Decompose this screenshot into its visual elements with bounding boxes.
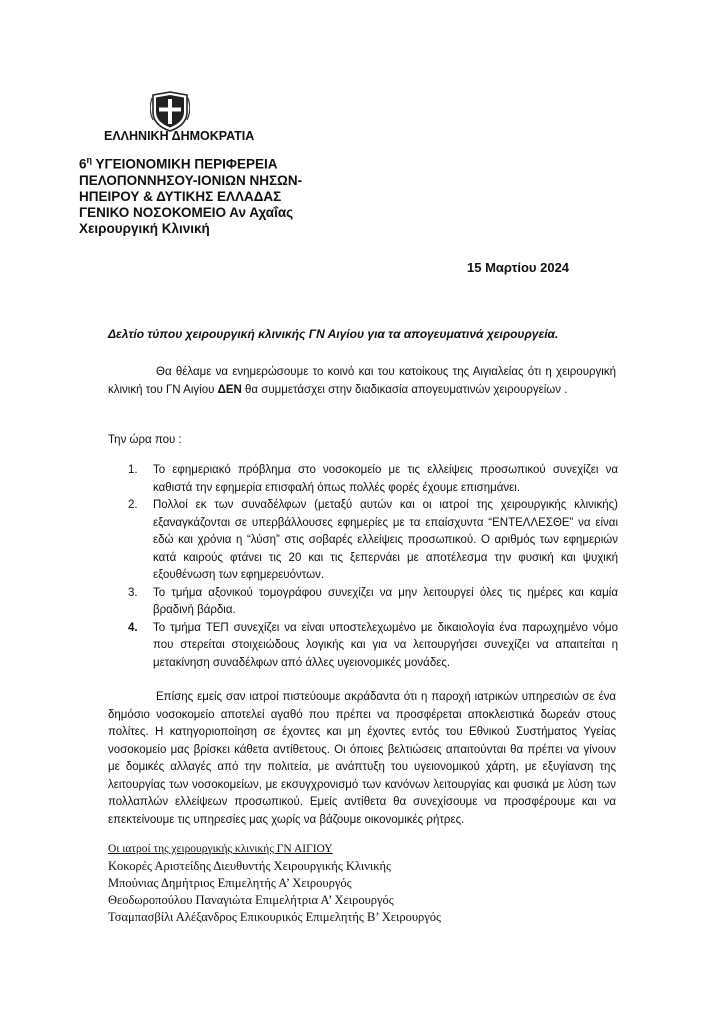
issues-list [128,462,618,672]
list-item: 2. Πολλοί εκ των συναδέλφων (μεταξύ αυτών και οι ιατροί της χειρουργικής κλινικής) εξαναγκάζονται σε υπερβάλλουσες εφημερίες με τα επαίσχυντα “ΕΝΤΕΛΛΕΣΘΕ” να είναι εδώ και χρόνια η “λύση” στις σοβαρές ελλείψεις προσωπικού. Ο αριθμός των εφημεριών κατά καιρούς φτάνει τις 20 και τις ξεπερνάει με αποτέλεσμα την φυσική και ψυχική εξουθένωση των εφημερευόντων. [128,499,618,581]
signatory-name: Κοκορές Αριστείδης Διευθυντής Χειρουργικής Κλινικής [108,859,391,873]
signatories-heading: Οι ιατροί της χειρουργικής κλινικής ΓΝ ΑΙΓΙΟΥ [108,843,333,855]
signatory-name: Τσαμπασβίλι Αλέξανδρος Επικουρικός Επιμελητής Β’ Χειρουργός [108,910,441,924]
signatories [108,841,441,926]
lead-text: Την ώρα που : [108,434,182,446]
letterhead-line: ΠΕΛΟΠΟΝΝΗΣΟΥ-ΙΟΝΙΩΝ ΝΗΣΩΝ- [79,172,303,188]
intro-paragraph: Θα θέλαμε να ενημερώσουμε το κοινό και του κατοίκους της Αιγιαλείας ότι η χειρουργική κλινική του ΓΝ Αιγίου ΔΕΝ θα συμμετάσχει στην διαδικασία απογευματινών χειρουργείων . [108,366,616,396]
health-region-line: $6^\eta$ ΥΓΕΙΟΝΟΜΙΚΗ ΠΕΡΙΦΕΡΕΙΑ [79,155,278,172]
list-item: 1. Το εφημεριακό πρόβλημα στο νοσοκομείο με τις ελλείψεις προσωπικού συνεχίζει να καθιστά την εφημερία επισφαλή όπως πολλές φορές έχουμε επισημάνει. [128,464,618,494]
document-date: 15 Μαρτίου 2024 [467,260,570,275]
letterhead-line: ΓΕΝΙΚΟ ΝΟΣΟΚΟΜΕΙΟ Αν Αχαΐας [79,204,294,220]
letterhead-line: Χειρουργική Κλινική [79,220,210,236]
country-name: ΕΛΛΗΝΙΚΗ ΔΗΜΟΚΡΑΤΙΑ [104,129,255,143]
list-item: 4. Το τμήμα ΤΕΠ συνεχίζει να είναι υποστελεχωμένο με δικαιολογία ένα παρωχημένο νόμο που στερείται στοιχειώδους λογικής και για να λειτουργήσει συνεχίζει να απαιτείται η μετακίνηση συναδέλφων από άλλες υγειονομικές μονάδες. [128,621,618,669]
list-item: 3. Το τμήμα αξονικού τομογράφου συνεχίζει να μην λειτουργεί όλες τις ημέρες και καμία βραδινή βάρδια. [128,586,618,616]
letterhead-line: ΗΠΕΙΡΟΥ & ΔΥΤΙΚΗΣ ΕΛΛΑΔΑΣ [79,188,282,204]
greek-coat-of-arms-icon [150,90,190,132]
signatory-name: Μπούνιας Δημήτριος Επιμελητής Α’ Χειρουργός [108,876,352,890]
letterhead [79,152,302,237]
signatory-name: Θεοδωροπούλου Παναγιώτα Επιμελήτρια Α’ Χειρουργός [108,893,394,907]
subject-line: Δελτίο τύπου χειρουργική κλινικής ΓΝ Αιγίου για τα απογευματινά χειρουργεία. [108,327,559,341]
closing-paragraph: Επίσης εμείς σαν ιατροί πιστεύουμε ακράδαντα ότι η παροχή ιατρικών υπηρεσιών σε ένα δημόσιο νοσοκομείο αποτελεί αγαθό που πρέπει να προσφέρεται αποκλειστικά δωρεάν στους πολίτες. Η κατηγοριοποίηση σε έχοντες και μη έχοντες εντός του Εθνικού Συστήματος Υγείας νοσοκομείο μας βρίσκει κάθετα αντίθετους. Οι όποιες βελτιώσεις απαιτούνται θα πρέπει να γίνουν με δομικές αλλαγές από την πολιτεία, με ανάπτυξη του υγειονομικού χάρτη, με εξυγίανση της λειτουργίας των νοσοκομείων, με εκσυγχρονισμό των κανόνων λειτουργίας και φυσικά με λύση των πολλαπλών ελλείψεων προσωπικού. Εμείς αντίθετα θα συνεχίσουμε να προσφέρουμε και να επεκτείνουμε τις υπηρεσίες μας χωρίς να βάζουμε οικονομικές ρήτρες. [108,691,616,826]
